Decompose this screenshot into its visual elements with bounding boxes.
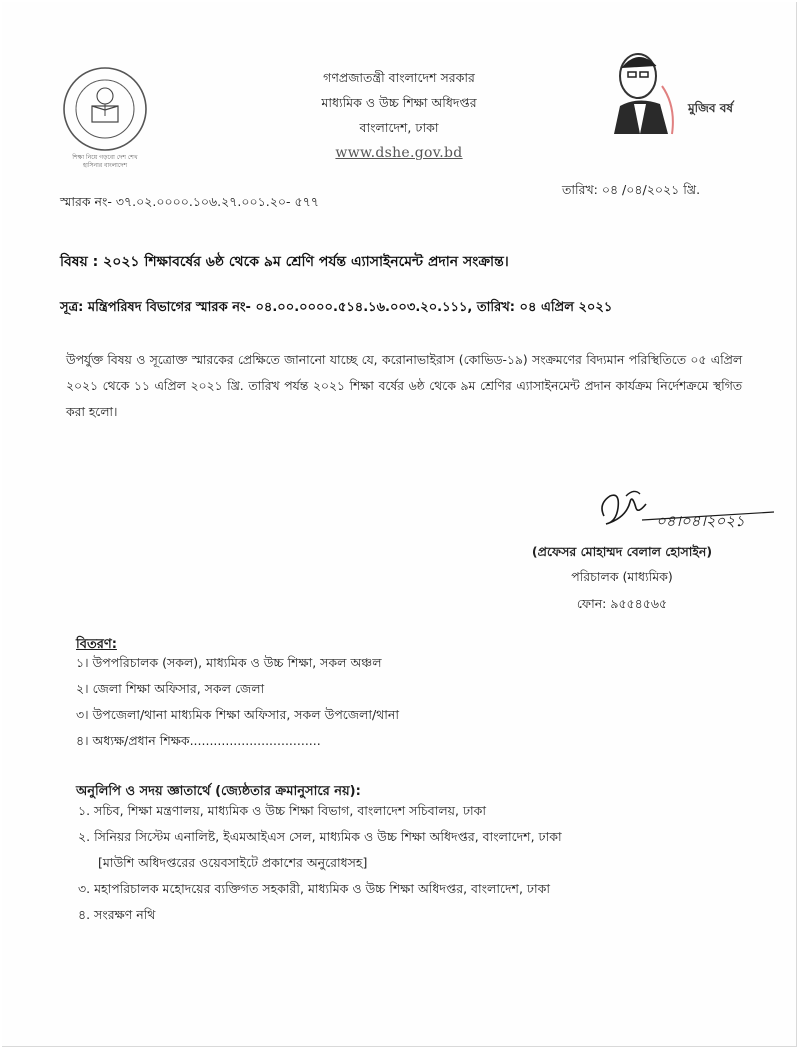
list-item: ১। উপপরিচালক (সকল), মাধ্যমিক ও উচ্চ শিক্ষা, সকল অঞ্চল	[76, 655, 382, 670]
header-directorate: মাধ্যমিক ও উচ্চ শিক্ষা অধিদপ্তর	[321, 95, 477, 110]
header-location: বাংলাদেশ, ঢাকা	[359, 120, 439, 135]
subject-line: বিষয় : ২০২১ শিক্ষাবর্ষের ৬ষ্ঠ থেকে ৯ম শ্রেণি পর্যন্ত এ্যাসাইনমেন্ট প্রদান সংক্রান্ত।	[60, 254, 509, 270]
distribution-list	[76, 650, 756, 754]
list-item: ১. সচিব, শিক্ষা মন্ত্রণালয়, মাধ্যমিক ও উচ্চ শিক্ষা বিভাগ, বাংলাদেশ সচিবালয়, ঢাকা	[78, 803, 487, 818]
header-website[interactable]: www.dshe.gov.bd	[335, 145, 463, 161]
list-item: ৩। উপজেলা/থানা মাধ্যমিক শিক্ষা অফিসার, সকল উপজেলা/থানা	[76, 707, 399, 722]
memo-number: স্মারক নং- ৩৭.০২.০০০০.১০৬.২৭.০০১.২০- ৫৭৭	[60, 194, 319, 209]
mujib-logo-text: মুজিব বর্ষ	[688, 101, 733, 115]
signatory-designation: পরিচালক (মাধ্যমিক)	[571, 569, 673, 584]
handwritten-date: ০৪।০৪।২০২১	[656, 512, 745, 530]
distribution-title: বিতরণ:	[76, 637, 117, 652]
reference-line: সূত্র: মন্ত্রিপরিষদ বিভাগের স্মারক নং- ০৪.০০.০০০০.৫১৪.১৬.০০৩.২০.১১১, তারিখ: ০৪ এপ্রিল ২০২১	[60, 300, 613, 315]
signatory-phone: ফোন: ৯৫৫৪৫৬৫	[576, 596, 668, 611]
body-paragraph: উপর্যুক্ত বিষয় ও সূত্রোক্ত স্মারকের প্রেক্ষিতে জানানো যাচ্ছে যে, করোনাভাইরাস (কোভিড-১৯) সংক্রমণের বিদ্যমান পরিস্থিতিতে ০৫ এপ্রিল ২০২১ থেকে ১১ এপ্রিল ২০২১ খ্রি. তারিখ পর্যন্ত ২০২১ শিক্ষা বর্ষের ৬ষ্ঠ থেকে ৯ম শ্রেণির এ্যাসাইনমেন্ট প্রদান কার্যক্রম নির্দেশক্রমে স্থগিত করা হলো।	[66, 353, 742, 419]
list-item: ২। জেলা শিক্ষা অফিসার, সকল জেলা	[76, 681, 265, 696]
list-item: [মাউশি অধিদপ্তরের ওয়েবসাইটে প্রকাশের অনুরোধসহ]	[98, 855, 368, 870]
copies-title: অনুলিপি ও সদয় জ্ঞাতার্থে (জ্যেষ্ঠতার ক্রমানুসারে নয়):	[76, 784, 361, 799]
header-government: গণপ্রজাতন্ত্রী বাংলাদেশ সরকার	[323, 70, 475, 85]
memo-date: তারিখ: ০৪ /০৪/২০২১ খ্রি.	[562, 182, 701, 197]
document-page	[2, 2, 797, 1047]
signatory-name: (প্রফেসর মোহাম্মদ বেলাল হোসাইন)	[531, 544, 713, 559]
copies-list	[78, 798, 768, 928]
list-item: ৩. মহাপরিচালক মহোদয়ের ব্যক্তিগত সহকারী, মাধ্যমিক ও উচ্চ শিক্ষা অধিদপ্তর, বাংলাদেশ, ঢাকা	[78, 881, 550, 896]
list-item: ২. সিনিয়র সিস্টেম এনালিষ্ট, ইএমআইএস সেল, মাধ্যমিক ও উচ্চ শিক্ষা অধিদপ্তর, বাংলাদেশ, ঢাকা	[78, 829, 562, 844]
list-item: ৪. সংরক্ষণ নথি	[78, 907, 156, 922]
seal-caption: শিক্ষা নিয়ে গড়বো দেশ শেখ হাসিনার বাংলাদেশ	[72, 154, 138, 169]
list-item: ৪। অধ্যক্ষ/প্রধান শিক্ষক.................................	[76, 733, 321, 748]
